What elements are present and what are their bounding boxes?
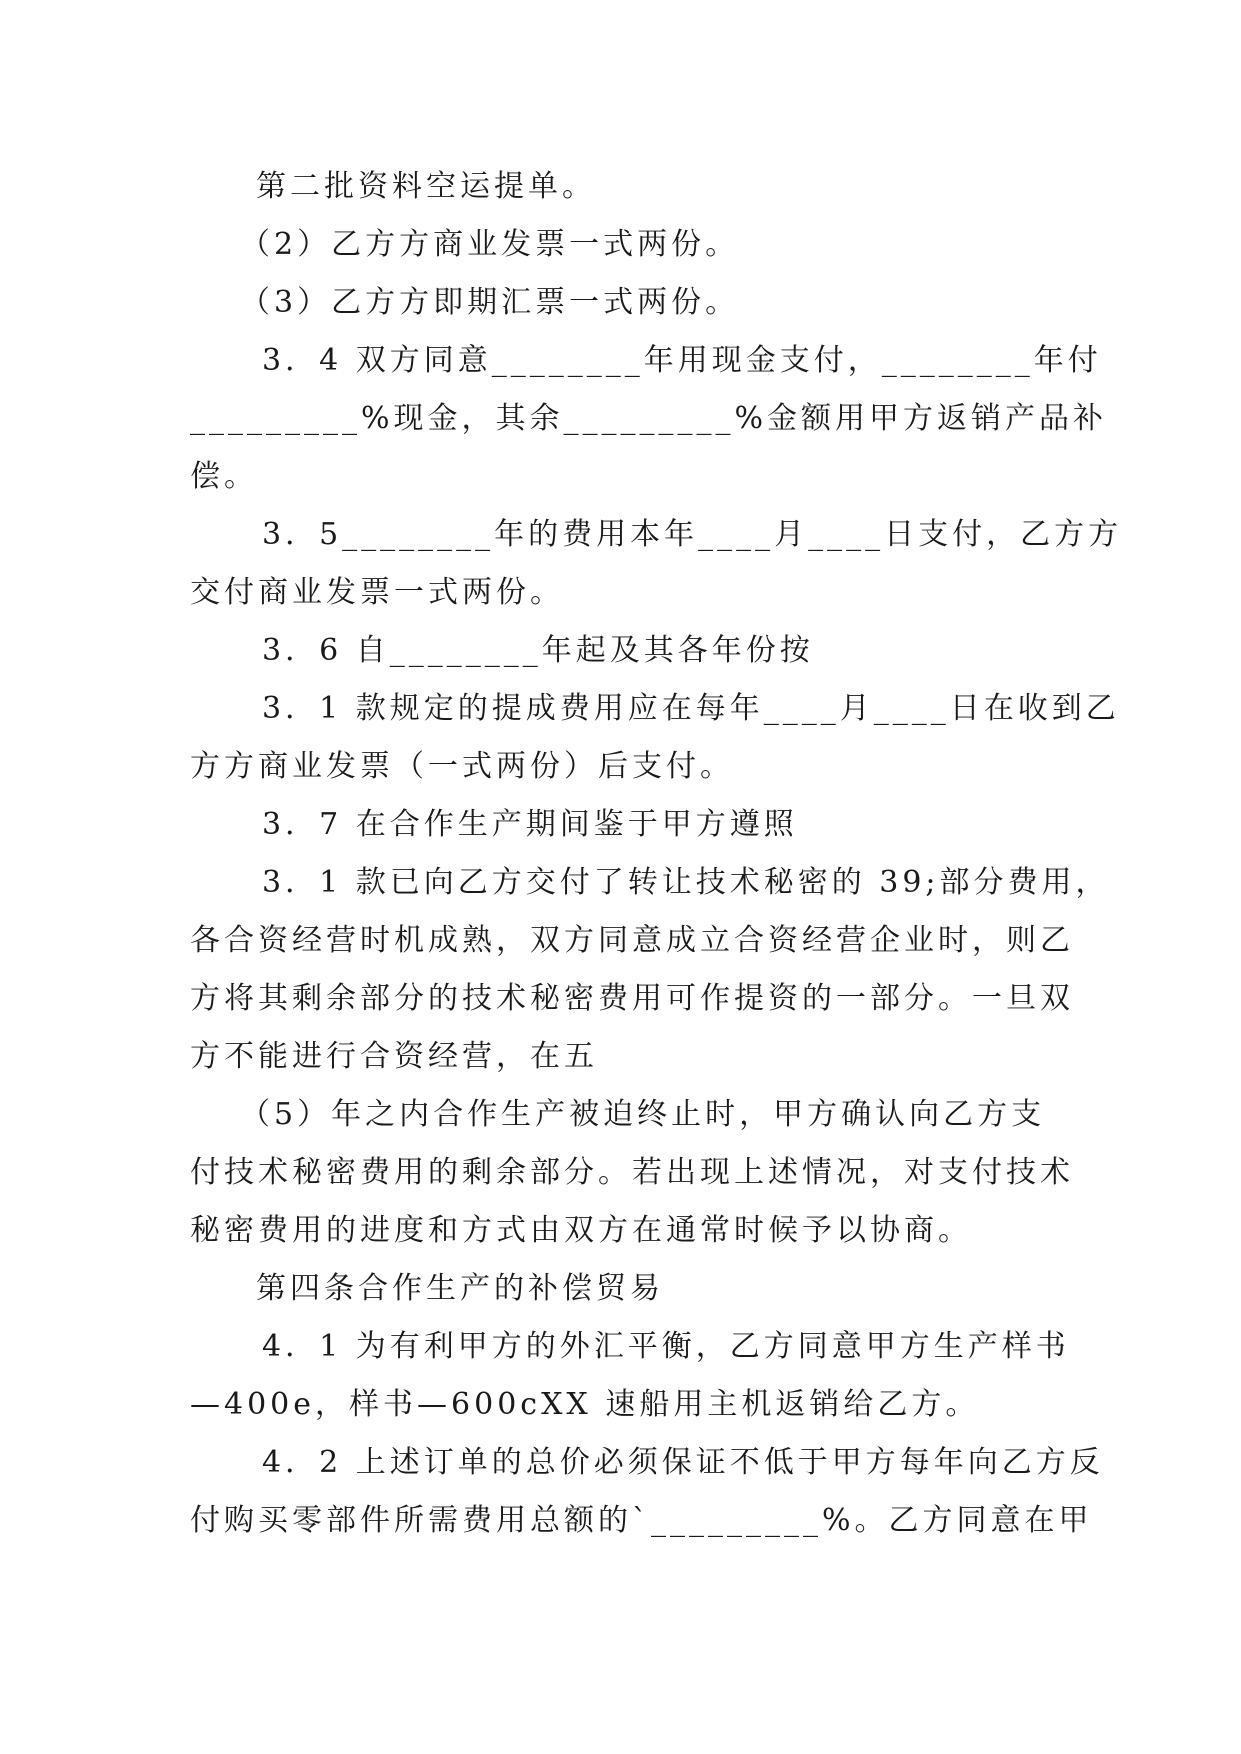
text-line: 3．6 自________年起及其各年份按 bbox=[262, 633, 814, 668]
text-line: 3．1 款已向乙方交付了转让技术秘密的 39;部分费用， bbox=[262, 865, 1110, 900]
text-line: 方将其剩余部分的技术秘密费用可作提资的一部分。一旦双 bbox=[190, 981, 1074, 1016]
text-line: 付技术秘密费用的剩余部分。若出现上述情况，对支付技术 bbox=[190, 1155, 1074, 1190]
text-line: 第二批资料空运提单。 bbox=[256, 169, 596, 204]
text-line: 3．4 双方同意________年用现金支付，________年付 bbox=[262, 343, 1102, 378]
text-line: 付购买零部件所需费用总额的`_________%。乙方同意在甲 bbox=[190, 1503, 1093, 1538]
text-line: 3．5________年的费用本年____月____日支付，乙方方 bbox=[262, 517, 1123, 552]
text-line: 方不能进行合资经营，在五 bbox=[190, 1039, 598, 1074]
text-line: （2）乙方方商业发票一式两份。 bbox=[240, 227, 740, 262]
text-line: 3．1 款规定的提成费用应在每年____月____日在收到乙 bbox=[262, 691, 1120, 726]
text-line: 第四条合作生产的补偿贸易 bbox=[256, 1271, 664, 1306]
text-line: 3．7 在合作生产期间鉴于甲方遵照 bbox=[262, 807, 798, 842]
text-line: 交付商业发票一式两份。 bbox=[190, 575, 564, 610]
text-line: （3）乙方方即期汇票一式两份。 bbox=[240, 285, 740, 320]
text-line: 4．2 上述订单的总价必须保证不低于甲方每年向乙方反 bbox=[262, 1445, 1104, 1480]
text-line: 秘密费用的进度和方式由双方在通常时候予以协商。 bbox=[190, 1213, 972, 1248]
text-line: 方方商业发票（一式两份）后支付。 bbox=[190, 749, 734, 784]
text-line: 偿。 bbox=[190, 459, 258, 494]
document-page bbox=[190, 158, 1123, 1550]
text-line: _________%现金，其余_________%金额用甲方返销产品补 bbox=[190, 401, 1108, 436]
text-line: —400e，样书—600cXX 速船用主机返销给乙方。 bbox=[190, 1387, 980, 1422]
text-line: （5）年之内合作生产被迫终止时，甲方确认向乙方支 bbox=[240, 1097, 1046, 1132]
text-line: 各合资经营时机成熟，双方同意成立合资经营企业时，则乙 bbox=[190, 923, 1074, 958]
text-line: 4．1 为有利甲方的外汇平衡，乙方同意甲方生产样书 bbox=[262, 1329, 1070, 1364]
